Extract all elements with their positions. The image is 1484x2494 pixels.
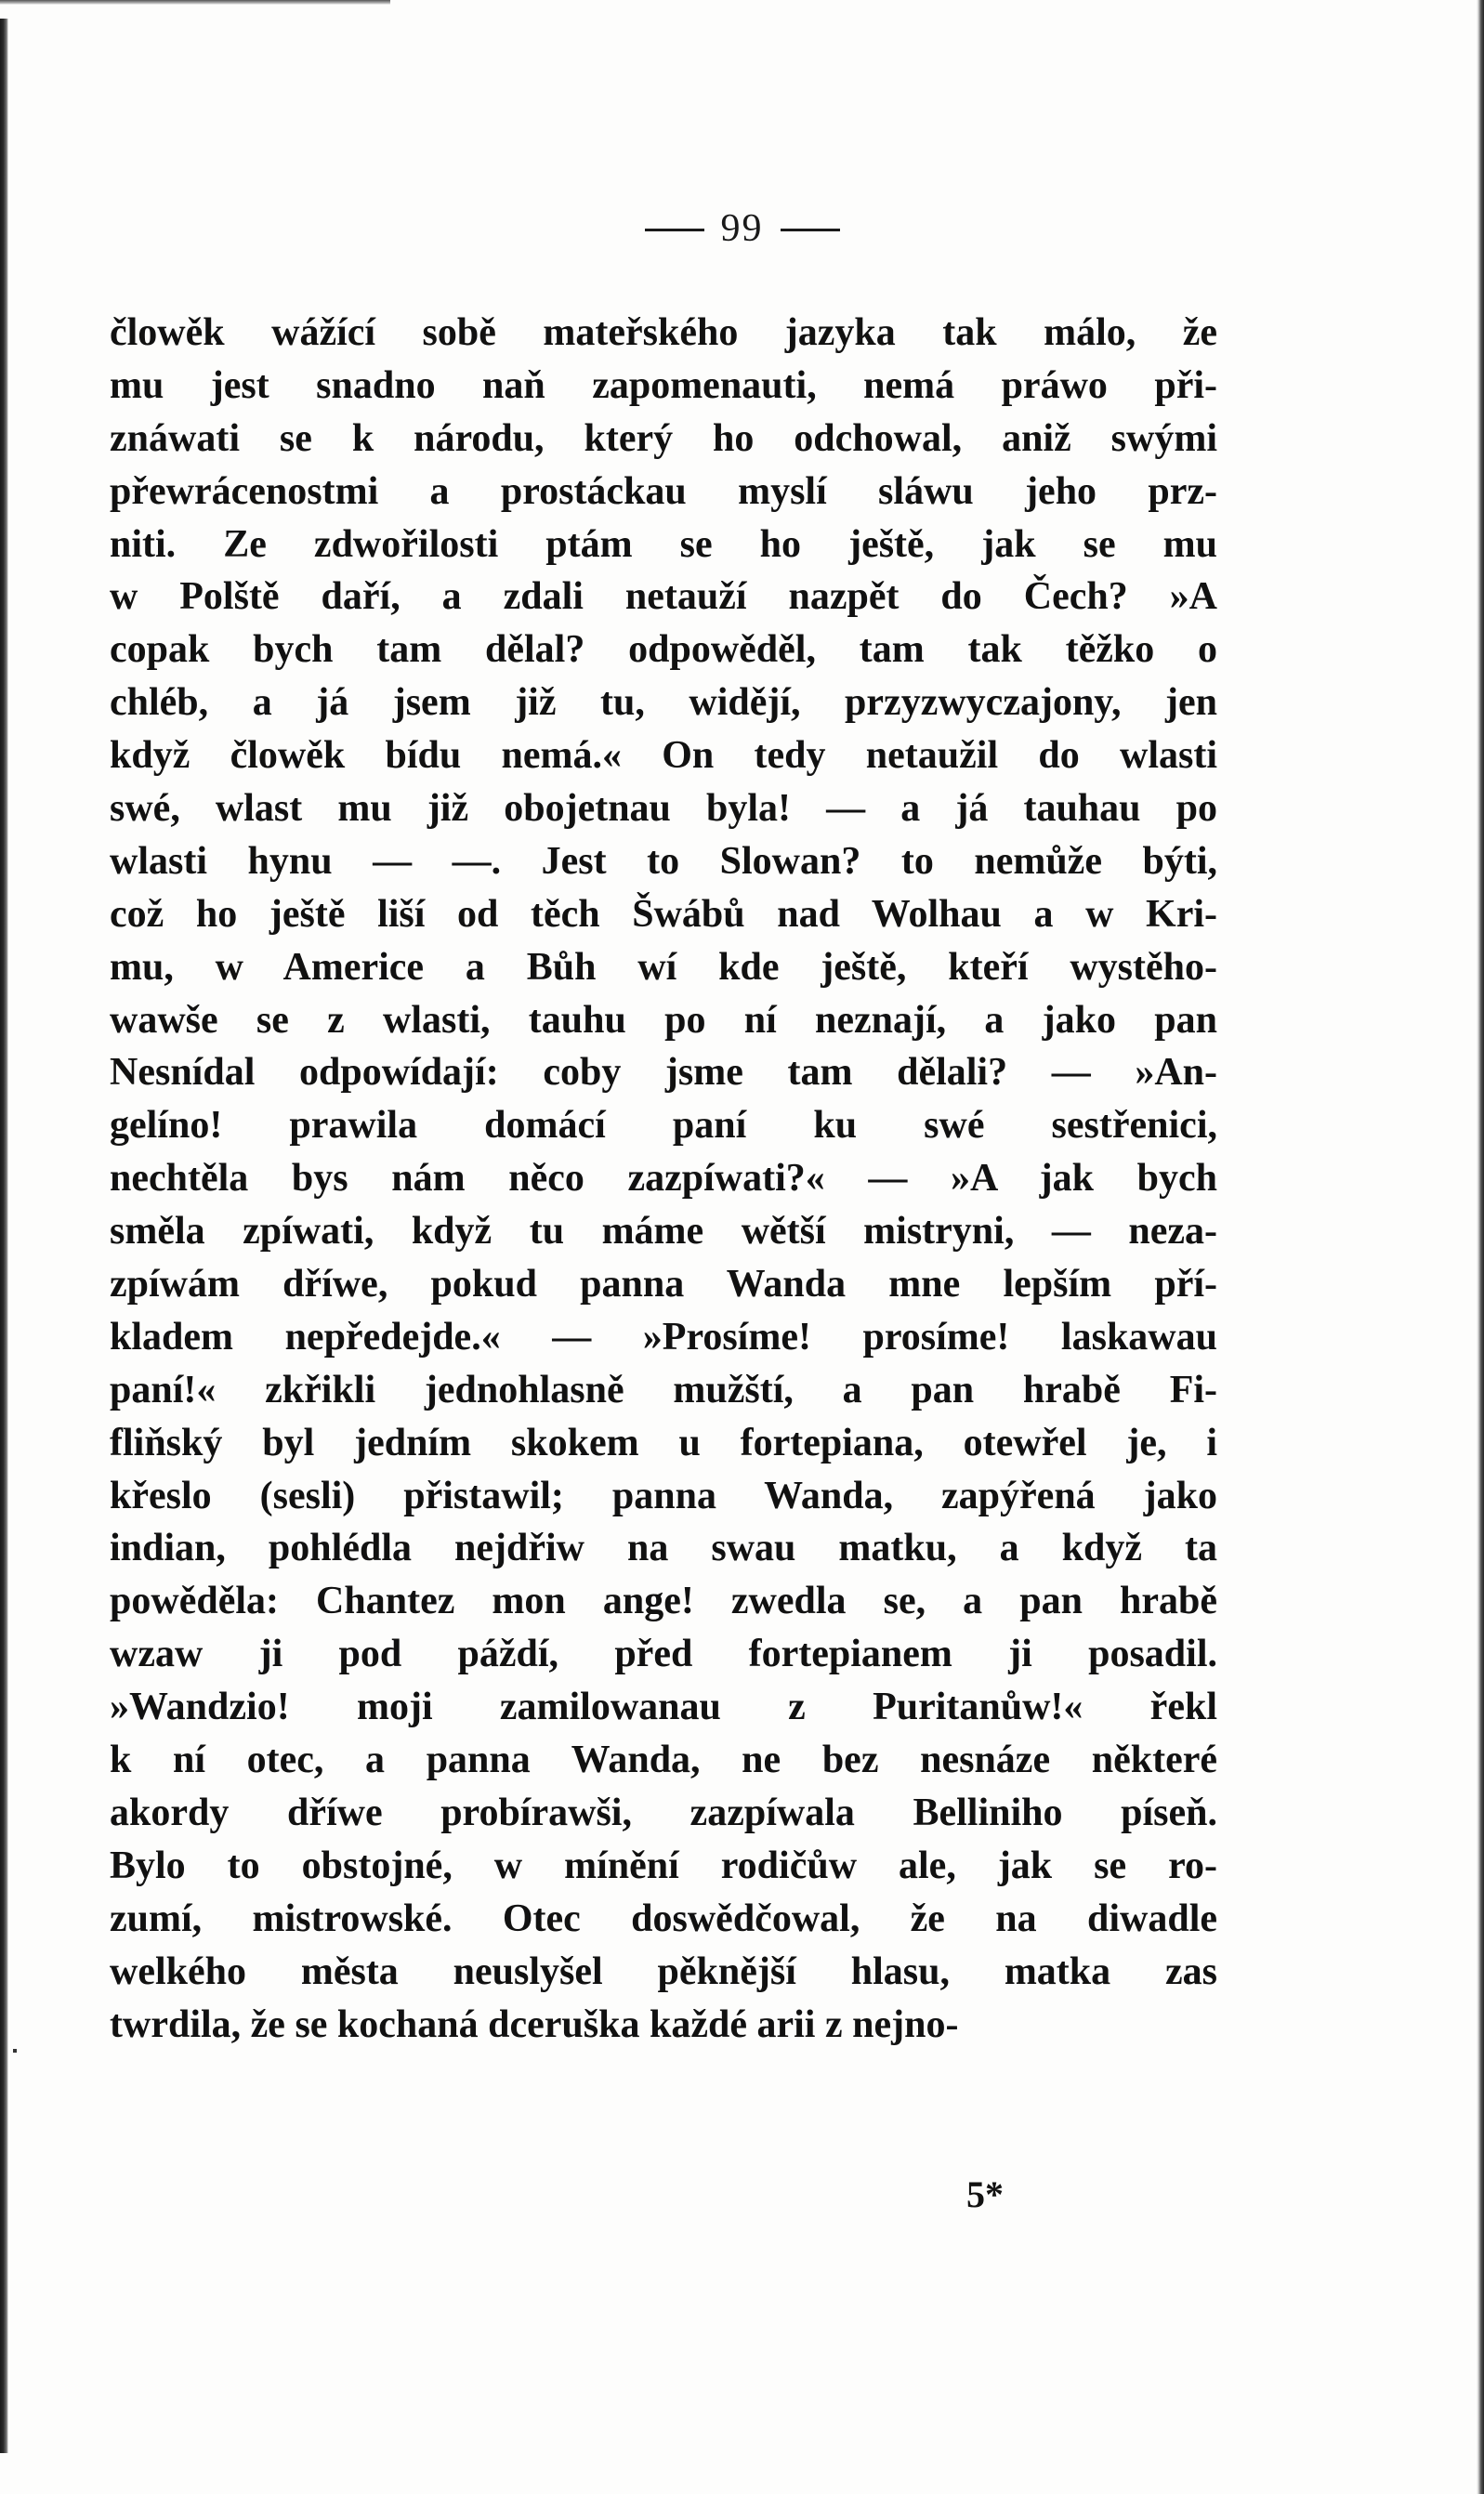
text-line: zpíwám dříwe, pokud panna Wanda mne lepším pří- — [110, 1263, 1217, 1306]
text-line: swé, wlast mu již obojetnau byla! — a já tauhau po — [110, 787, 1217, 831]
margin-mark — [13, 2049, 17, 2053]
text-line: akordy dříwe probírawši, zazpíwala Belliniho píseň. — [110, 1791, 1217, 1834]
text-line: niti. Ze zdwořilosti ptám se ho ještě, jak se mu — [110, 522, 1217, 566]
text-line: přewrácenostmi a prostáckau myslí sláwu jeho prz- — [110, 469, 1217, 513]
text-line: směla zpíwati, když tu máme wětší mistryni, — neza- — [110, 1210, 1217, 1254]
text-line: wawše se z wlasti, tauhu po ní neznají, a jako pan — [110, 998, 1217, 1042]
text-line: k ní otec, a panna Wanda, ne bez nesnáze některé — [110, 1739, 1217, 1782]
text-line: powěděla: Chantez mon ange! zwedla se, a pan hrabě — [110, 1580, 1217, 1623]
text-line: když člowěk bídu nemá.« On tedy netaužil do wlasti — [110, 734, 1217, 778]
page-right-edge — [1477, 0, 1484, 2494]
text-line: »Wandzio! moji zamilowanau z Puritanůw!« řekl — [110, 1686, 1217, 1729]
text-line: gelíno! prawila domácí paní ku swé sestřenici, — [110, 1104, 1217, 1148]
text-line: což ho ještě liší od těch Šwábů nad Wolhau a w Kri- — [110, 892, 1217, 936]
text-line: zumí, mistrowské. Otec doswědčowal, že na diwadle — [110, 1897, 1217, 1940]
text-line: člowěk wážící sobě mateřského jazyka tak málo, že — [110, 311, 1217, 354]
text-line: Bylo to obstojné, w mínění rodičůw ale, jak se ro- — [110, 1844, 1217, 1887]
text-line: kladem nepředejde.« — »Prosíme! prosíme! laskawau — [110, 1315, 1217, 1359]
text-line: wzaw ji pod páždí, před fortepianem ji posadil. — [110, 1633, 1217, 1676]
text-line: chléb, a já jsem již tu, widějí, przyzwyczajony, jen — [110, 681, 1217, 725]
text-line: w Polště daří, a zdali netauží nazpět do Čech? »A — [110, 575, 1217, 619]
text-line: copak bych tam dělal? odpowěděl, tam tak těžko o — [110, 628, 1217, 672]
text-line: welkého města neuslyšel pěknější hlasu, matka zas — [110, 1949, 1217, 1993]
text-line: wlasti hynu — —. Jest to Slowan? to nemůže býti, — [110, 839, 1217, 883]
body-text — [110, 307, 1217, 2051]
page-top-edge — [0, 0, 390, 5]
text-line: mu, w Americe a Bůh wí kde ještě, kteří wystěho- — [110, 945, 1217, 989]
header-dash-right — [781, 229, 840, 231]
page-binding-edge — [0, 19, 8, 2453]
page-number: 99 — [720, 207, 764, 250]
page-header — [0, 206, 1484, 251]
text-line: křeslo (sesli) přistawil; panna Wanda, zapýřená jako — [110, 1474, 1217, 1517]
text-line: fliňský byl jedním skokem u fortepiana, otewřel je, i — [110, 1421, 1217, 1464]
text-line: mu jest snadno naň zapomenauti, nemá práwo při- — [110, 363, 1217, 407]
text-line: znáwati se k národu, který ho odchowal, aniž swými — [110, 416, 1217, 460]
header-dash-left — [645, 229, 704, 231]
text-line: paní!« zkřikli jednohlasně mužští, a pan hrabě Fi- — [110, 1368, 1217, 1411]
text-line: twrdila, že se kochaná dceruška každé arii z nejno- — [110, 2002, 959, 2046]
signature-mark: 5* — [966, 2173, 1004, 2215]
text-line: nechtěla bys nám něco zazpíwati?« — »A jak bych — [110, 1157, 1217, 1201]
text-line: Nesnídal odpowídají: coby jsme tam dělali? — »An- — [110, 1051, 1217, 1095]
text-line: indian, pohlédla nejdřiw na swau matku, a když ta — [110, 1527, 1217, 1570]
